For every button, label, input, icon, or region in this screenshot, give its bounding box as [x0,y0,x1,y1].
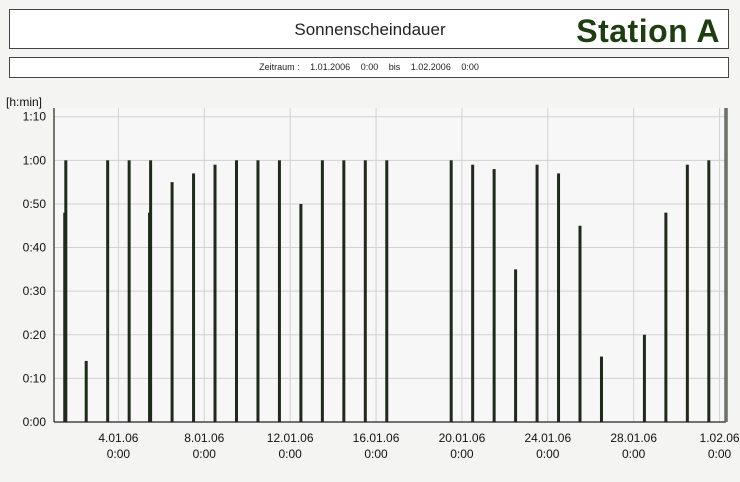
x-tick-date: 16.01.06 [352,431,400,445]
bar [299,204,302,422]
bar [600,357,603,422]
y-tick-label: 1:00 [22,153,46,168]
x-tick-date: 8.01.06 [184,431,225,445]
bar [214,165,217,422]
bar [85,361,88,422]
bar [235,160,238,422]
x-tick-time: 0:00 [536,447,560,461]
station-name: Station A [576,13,720,49]
period-box [9,57,729,78]
title-box [9,9,729,49]
bar [579,226,582,422]
period-separator: bis [388,62,401,72]
bar [342,160,345,422]
y-tick-label: 0:20 [22,327,46,342]
x-tick-time: 0:00 [450,447,474,461]
y-tick-label: 0:10 [22,371,46,386]
bar [686,165,689,422]
sunshine-chart [0,90,740,482]
y-tick-label: 0:30 [22,284,46,299]
bar [364,160,367,422]
bar [450,160,453,422]
x-tick-date: 28.01.06 [610,431,658,445]
x-tick-date: 12.01.06 [266,431,314,445]
bar [256,160,259,422]
x-tick-date: 20.01.06 [438,431,486,445]
x-tick-time: 0:00 [192,447,216,461]
bar [149,160,152,422]
bar [471,165,474,422]
period-label: Zeitraum : [259,62,300,72]
bar [493,169,496,422]
bar [643,335,646,422]
x-tick-time: 0:00 [106,447,131,461]
y-tick-label: 1:10 [22,109,46,124]
bar [557,173,560,422]
bar [106,160,109,422]
x-tick-time: 0:00 [622,447,646,461]
y-tick-label: 0:00 [22,415,46,429]
bar [321,160,324,422]
x-tick-time: 0:00 [278,447,302,461]
period-start-date: 1.01.2006 [310,62,351,72]
bar [536,165,539,422]
bar [192,173,195,422]
x-tick-date: 4.01.06 [98,431,139,445]
plot-background [54,108,726,422]
bar [664,213,667,422]
x-tick-date: 24.01.06 [524,431,572,445]
chart-title: Sonnenscheindauer [294,20,446,39]
x-tick-time: 0:00 [707,447,732,461]
period-start-time: 0:00 [360,62,379,72]
bar [385,160,388,422]
y-tick-label: 0:40 [22,240,46,255]
period-end-time: 0:00 [461,62,479,72]
y-tick-label: 0:50 [22,196,46,211]
x-tick-date: 1.02.06 [699,431,740,445]
x-tick-time: 0:00 [364,447,388,461]
bar [128,160,131,422]
bar [514,269,517,422]
bar [278,160,281,422]
bar [64,160,67,422]
period-end-date: 1.02.2006 [410,62,451,72]
plot-area [54,108,726,422]
y-axis-label: [h:min] [6,95,43,109]
bar [171,182,174,422]
bar [707,160,710,422]
